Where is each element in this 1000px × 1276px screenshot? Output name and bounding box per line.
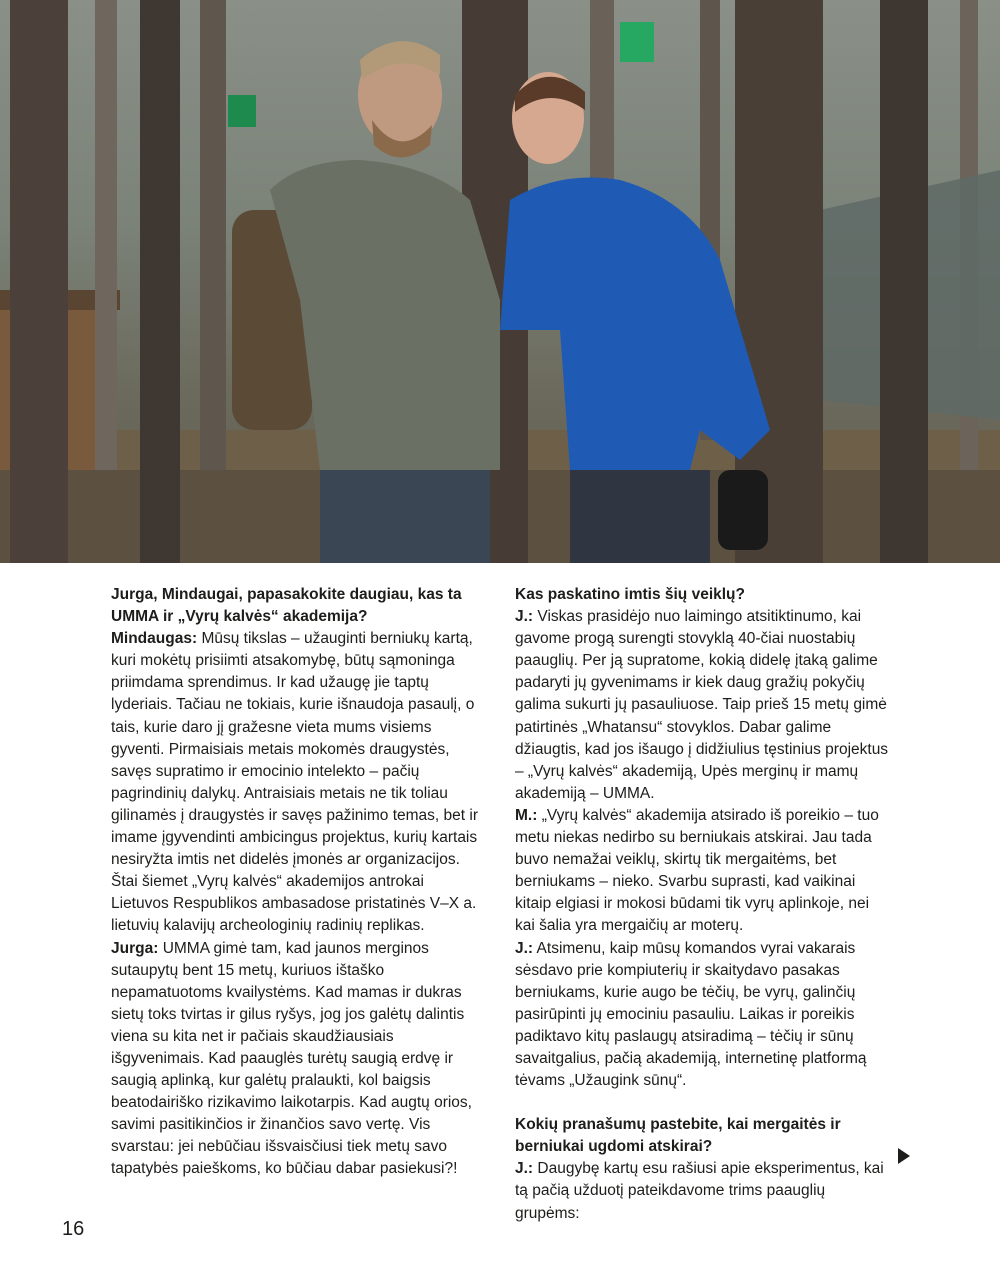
speaker-label: M.: <box>515 806 538 824</box>
speaker-label: J.: <box>515 608 534 626</box>
answer-text: Daugybę kartų esu rašiusi apie eksperimentus, kai tą pačią užduotį pateikdavome trims paauglių grupėms: <box>515 1160 884 1222</box>
speaker-label: Jurga: <box>111 939 159 957</box>
speaker-label: Mindaugas: <box>111 630 198 648</box>
article-column-right <box>515 584 889 1225</box>
answer-text: „Vyrų kalvės“ akademija atsirado iš poreikio – tuo metu niekas nedirbo su berniukais atskirai. Jau tada buvo nemažai veiklų, skirtų tik mergaitėms, bet berniukams – nieko. Svarbu suprasti, kad vaikinai kitaip elgiasi ir mokosi būdami tik vyrų aplinkoje, nei kai šalia yra mergaičių ar moterų. <box>515 806 879 935</box>
speaker-label: J.: <box>515 1160 534 1178</box>
article-column-left <box>111 584 485 1181</box>
arrow-right-icon <box>898 1148 910 1164</box>
answer-text: Viskas prasidėjo nuo laimingo atsitiktinumo, kai gavome progą surengti stovyklą 40-čiai nuostabių paauglių. Per ją supratome, kokią didelę įtaką galime padaryti jų gyvenimams ir kiek daug gražių pokyčių galima sukurti jų pasauliuose. Taip prieš 15 metų gimė patirtinės „Whatansu“ stovyklos. Dabar galime džiaugtis, kad jos išaugo į didžiulius tęstinius projektus – „Vyrų kalvės“ akademiją, Upės merginų ir mamų akademiją – UMMA. <box>515 608 889 802</box>
answer-text: UMMA gimė tam, kad jaunos merginos sutaupytų bent 15 metų, kuriuos ištaško nepamatuotoms kvailystėms. Kad mamas ir dukras sietų toks tvirtas ir gilus ryšys, jog jos galėtų dalintis viena su kita net ir pačiais skaudžiausiais išgyvenimais. Kad paauglės turėtų saugią erdvę ir saugią aplinką, kur galėtų pralaukti, kol baigsis beatodairiško rizikavimo laikotarpis. Kad augtų orios, savimi pasitikinčios ir žinančios savo vertę. Vis svarstau: jei nebūčiau išsvaisčiusi tiek metų savo tapatybės paieškoms, ko būčiau dabar pasiekusi?! <box>111 939 472 1178</box>
speaker-label: J.: <box>515 939 534 957</box>
question-heading: Kokių pranašumų pastebite, kai mergaitės ir berniukai ugdomi atskirai? <box>515 1116 841 1156</box>
forest-photo-illustration <box>0 0 1000 563</box>
question-heading: Jurga, Mindaugai, papasakokite daugiau, kas ta UMMA ir „Vyrų kalvės“ akademija? <box>111 586 462 626</box>
answer-text: Mūsų tikslas – užauginti berniukų kartą, kuri mokėtų prisiimti atsakomybę, būtų sąmoninga priimdama sprendimus. Ir kad užaugę jie taptų lyderiais. Tačiau ne tokiais, kurie išnaudoja pasaulį, o tais, kurie daro jį gražesne vieta mums visiems gyventi. Pirmaisiais metais mokomės draugystės, savęs supratimo ir emocinio intelekto – pačių pagrindinių dalykų. Antraisiais metais ne tik toliau gilinamės į draugystės ir savęs pažinimo temas, bet ir imame įgyvendinti ambicingus projektus, kurių kartais nesiryžta imtis net didelės įmonės ar organizacijos. Štai šiemet „Vyrų kalvės“ akademijos antrokai Lietuvos Respublikos ambasadose pristatinės V–X a. lietuvių kalavijų archeologinių radinių replikas. <box>111 630 478 935</box>
section-spacer <box>515 1092 889 1114</box>
answer-paragraph <box>515 805 889 938</box>
answer-paragraph <box>515 1158 889 1224</box>
answer-paragraph <box>515 938 889 1093</box>
answer-text: Atsimenu, kaip mūsų komandos vyrai vakarais sėsdavo prie kompiuterių ir skaitydavo pasakas berniukams, kurie augo be tėčių, be vyrų, galinčių pasirūpinti jų emociniu pasauliu. Laikas ir poreikis padiktavo kitų paslaugų atsiradimą – tėčių ir sūnų savaitgalius, pačią akademiją, internetinę platformą tėvams „Užaugink sūnų“. <box>515 939 867 1090</box>
question-heading: Kas paskatino imtis šių veiklų? <box>515 586 745 603</box>
answer-paragraph <box>515 606 889 805</box>
page-number: 16 <box>62 1218 85 1240</box>
forest-photo <box>0 0 1000 563</box>
answer-paragraph <box>111 628 485 937</box>
answer-paragraph <box>111 938 485 1181</box>
